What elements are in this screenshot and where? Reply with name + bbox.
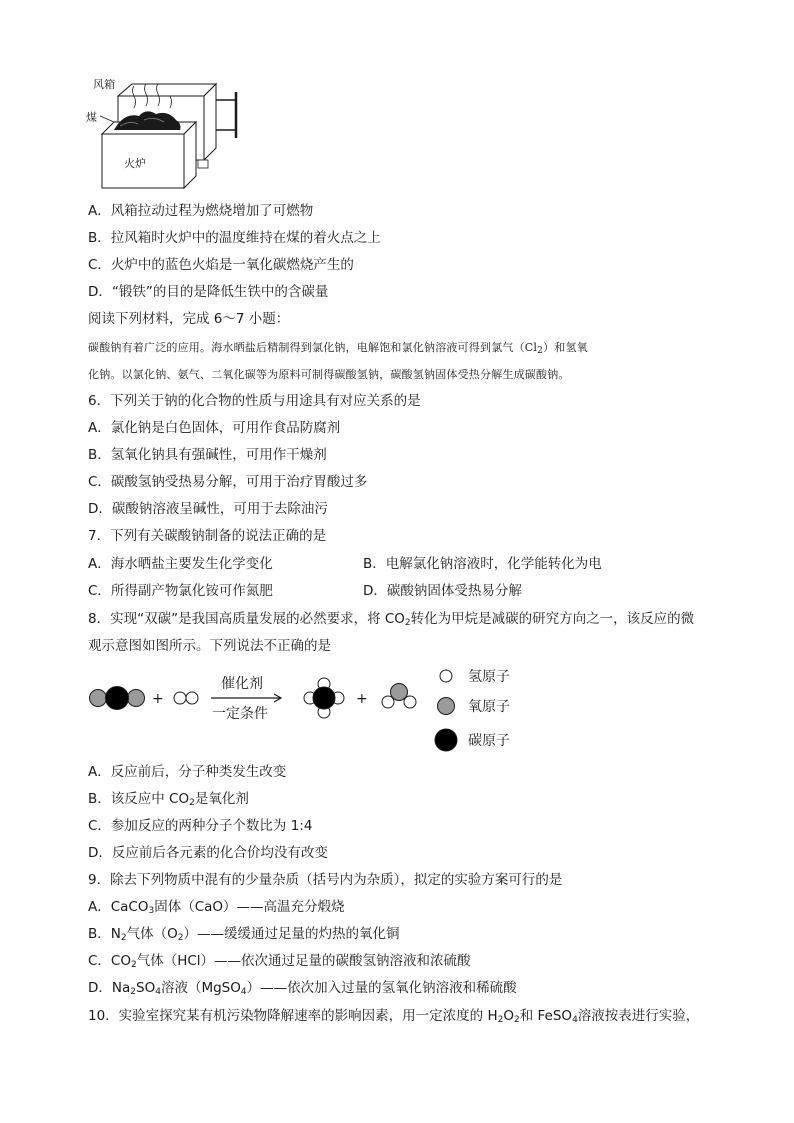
material-line-2: 化钠。以氯化钠、氨气、二氧化碳等为原料可制得碳酸氢钠，碳酸氢钠固体受热分解生成碳酸钠。	[88, 368, 570, 381]
q7-option-a: A．海水晒盐主要发生化学变化	[88, 556, 273, 572]
legend-c-swatch	[435, 729, 457, 751]
h2o-molecule	[382, 684, 416, 709]
q7-option-d: D．碳酸钠固体受热易分解	[363, 583, 522, 599]
q6-option-d: D．碳酸钠溶液呈碱性，可用于去除油污	[88, 501, 328, 517]
reading-intro: 阅读下列材料，完成 6～7 小题：	[88, 311, 290, 327]
legend-o-label: 氧原子	[468, 699, 510, 715]
q6-option-b: B．氢氧化钠具有强碱性，可用作干燥剂	[88, 447, 327, 463]
legend-o-swatch	[438, 698, 455, 715]
material-line-1: 碳酸钠有着广泛的应用。海水晒盐后精制得到氯化钠，电解饱和氯化钠溶液可得到氯气$(Cl_2)$和氢氧	[88, 341, 588, 356]
q5-option-c: C．火炉中的蓝色火焰是一氧化碳燃烧产生的	[88, 257, 354, 273]
q8-option-b: B．该反应中 $CO_2$是氧化剂	[88, 791, 249, 808]
legend-h-swatch	[440, 670, 452, 682]
q9-option-d: D．$Na_2SO_4$溶液（MgSO$_4$）——依次加入过量的氢氧化钠溶液和稀硫酸	[88, 980, 517, 997]
q6-option-a: A．氯化钠是白色固体，可用作食品防腐剂	[88, 420, 341, 436]
legend-h-label: 氢原子	[468, 669, 510, 685]
q7-stem: 7．下列有关碳酸钠制备的说法正确的是	[88, 528, 327, 544]
q5-option-a: A．风箱拉动过程为燃烧增加了可燃物	[88, 203, 314, 219]
catalyst-label: 催化剂	[221, 676, 263, 692]
legend	[435, 669, 510, 751]
q8-option-a: A．反应前后，分子种类发生改变	[88, 764, 287, 780]
label-bellows: 风箱	[93, 78, 115, 91]
reaction-micro-diagram	[88, 664, 648, 756]
q8-option-c: C．参加反应的两种分子个数比为 1:4	[88, 818, 313, 834]
furnace-bellows-figure	[84, 74, 254, 194]
q9-stem: 9．除去下列物质中混有的少量杂质（括号内为杂质），拟定的实验方案可行的是	[88, 872, 563, 888]
q9-option-a: A．CaCO$_3$固体（CaO）——高温充分煅烧	[88, 899, 345, 916]
q7-option-b: B．电解氯化钠溶液时，化学能转化为电	[363, 556, 602, 572]
q9-option-c: C．$CO_2$气体（HCl）——依次通过足量的碳酸氢钠溶液和浓硫酸	[88, 953, 471, 970]
label-coal: 煤	[86, 111, 97, 124]
plus-sign-1: +	[152, 691, 164, 707]
q5-option-b: B．拉风箱时火炉中的温度维持在煤的着火点之上	[88, 230, 381, 246]
q5-option-d: D．“锻铁”的目的是降低生铁中的含碳量	[88, 284, 329, 300]
q9-option-b: B．$N_2$气体$(O_2)——$缓缓通过足量的灼热的氧化铜	[88, 926, 400, 943]
co2-molecule	[90, 687, 145, 710]
q6-option-c: C．碳酸氢钠受热易分解，可用于治疗胃酸过多	[88, 474, 368, 490]
q10-stem: 10．实验室探究某有机污染物降解速率的影响因素，用一定浓度的 $H_2O_2$和 FeSO$_4$溶液按表进行实验，	[88, 1008, 700, 1025]
legend-c-label: 碳原子	[468, 733, 510, 749]
plus-sign-2: +	[356, 691, 368, 707]
q7-option-c: C．所得副产物氯化铵可作氮肥	[88, 583, 273, 599]
q8-stem-line-2: 观示意图如图所示。下列说法不正确的是	[88, 638, 331, 654]
condition-label: 一定条件	[212, 706, 268, 722]
q8-option-d: D．反应前后各元素的化合价均没有改变	[88, 845, 328, 861]
label-stove: 火炉	[124, 157, 146, 170]
ch4-molecule	[304, 678, 344, 718]
q6-stem: 6．下列关于钠的化合物的性质与用途具有对应关系的是	[88, 393, 421, 409]
q8-stem-line-1: 8．实现“双碳”是我国高质量发展的必然要求，将 $CO_2$转化为甲烷是减碳的研究方向之一，该反应的微	[88, 611, 695, 628]
h2-molecule	[174, 692, 198, 704]
